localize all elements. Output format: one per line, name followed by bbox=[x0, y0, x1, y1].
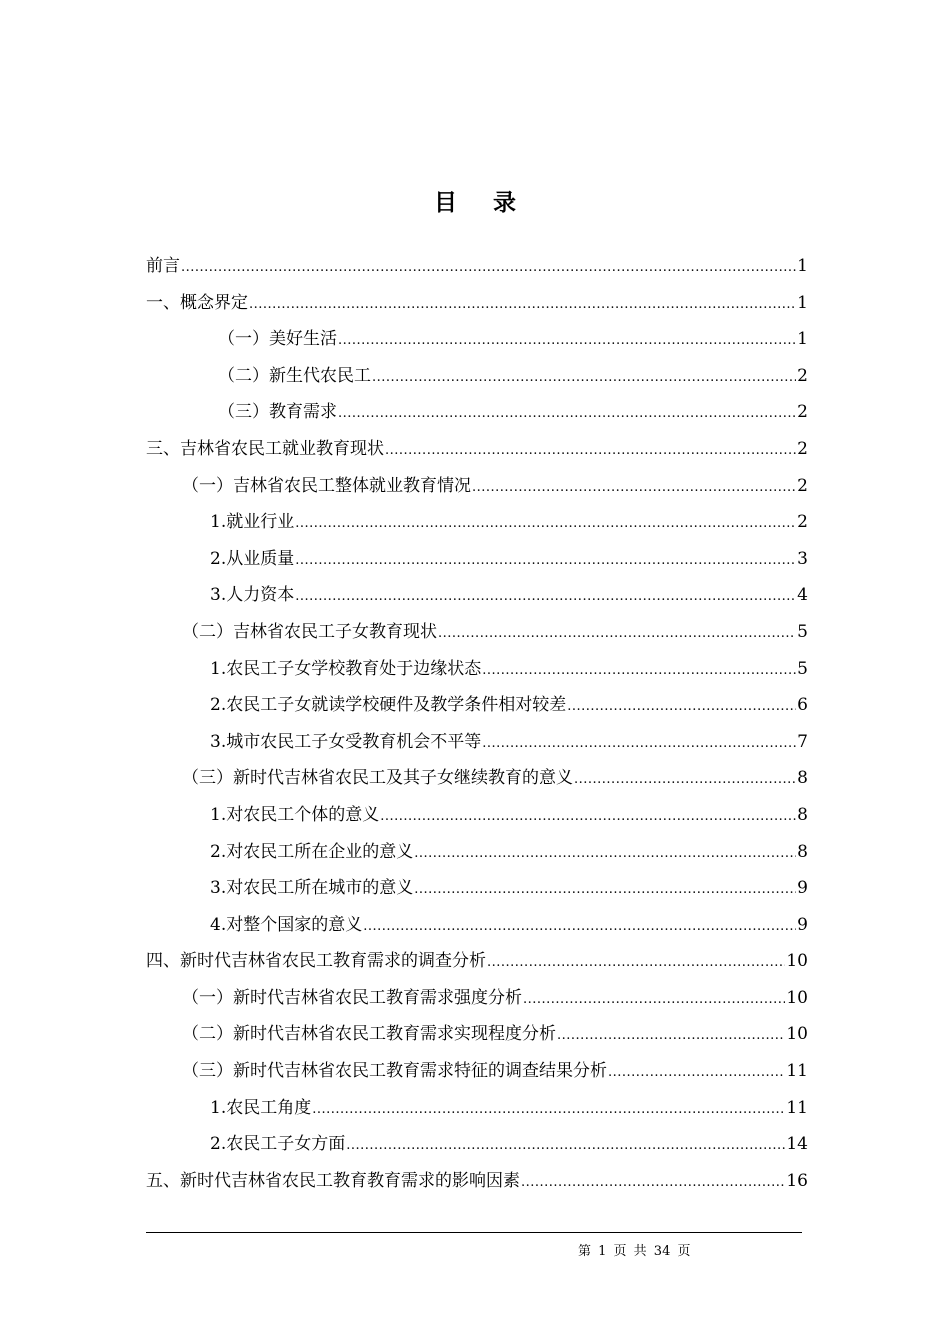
toc-entry[interactable] bbox=[146, 321, 808, 358]
toc-leader-dots bbox=[295, 543, 796, 580]
toc-leader-dots bbox=[312, 1092, 785, 1129]
toc-leader-dots bbox=[372, 360, 796, 397]
toc-entry-title: （一）吉林省农民工整体就业教育情况 bbox=[182, 475, 471, 496]
toc-leader-dots bbox=[249, 287, 796, 324]
toc-entry-title: 2.从业质量 bbox=[210, 548, 295, 569]
toc-entry-title: 五、新时代吉林省农民工教育教育需求的影响因素 bbox=[146, 1170, 520, 1191]
toc-entry-page: 10 bbox=[786, 1024, 808, 1045]
toc-entry-title: （一）美好生活 bbox=[218, 329, 337, 350]
toc-entry-title: 1.农民工子女学校教育处于边缘状态 bbox=[210, 658, 482, 679]
page-footer: 第 1 页 共 34 页 bbox=[578, 1244, 691, 1259]
toc-leader-dots bbox=[363, 909, 796, 946]
toc-entry[interactable] bbox=[146, 907, 808, 944]
toc-leader-dots bbox=[482, 726, 796, 763]
toc-entry-title: （三）新时代吉林省农民工及其子女继续教育的意义 bbox=[182, 768, 573, 789]
toc-entry-page: 2 bbox=[797, 475, 808, 496]
toc-entry[interactable] bbox=[146, 1126, 808, 1163]
toc-entry-page: 7 bbox=[797, 731, 808, 752]
toc-leader-dots bbox=[521, 1165, 785, 1202]
toc-entry-page: 11 bbox=[786, 1061, 808, 1082]
toc-entry-title: 1.就业行业 bbox=[210, 512, 295, 533]
toc-entry[interactable] bbox=[146, 687, 808, 724]
toc-leader-dots bbox=[557, 1018, 785, 1055]
toc-entry[interactable] bbox=[146, 980, 808, 1017]
toc-leader-dots bbox=[414, 872, 796, 909]
toc-entry-page: 2 bbox=[797, 365, 808, 386]
toc-entry-page: 5 bbox=[797, 658, 808, 679]
toc-leader-dots bbox=[338, 396, 796, 433]
toc-leader-dots bbox=[472, 470, 796, 507]
toc-entry-page: 4 bbox=[797, 585, 808, 606]
toc-entry[interactable] bbox=[146, 1016, 808, 1053]
toc-entry-title: 4.对整个国家的意义 bbox=[210, 914, 363, 935]
toc-entry-page: 2 bbox=[797, 438, 808, 459]
toc-leader-dots bbox=[385, 433, 796, 470]
toc-entry-page: 8 bbox=[797, 804, 808, 825]
toc-entry-title: （三）教育需求 bbox=[218, 402, 337, 423]
toc-entry-page: 1 bbox=[797, 329, 808, 350]
toc-entry[interactable] bbox=[146, 431, 808, 468]
toc-entry-title: 2.农民工子女方面 bbox=[210, 1134, 346, 1155]
toc-entry-page: 5 bbox=[797, 621, 808, 642]
toc-leader-dots bbox=[574, 762, 796, 799]
toc-entry-title: （二）新时代吉林省农民工教育需求实现程度分析 bbox=[182, 1024, 556, 1045]
toc-entry-page: 9 bbox=[797, 914, 808, 935]
toc-leader-dots bbox=[487, 945, 785, 982]
toc-entry-title: 3.城市农民工子女受教育机会不平等 bbox=[210, 731, 482, 752]
toc-entry-page: 1 bbox=[797, 256, 808, 276]
toc-entry-page: 8 bbox=[797, 841, 808, 862]
toc-leader-dots bbox=[608, 1055, 785, 1092]
toc-entry[interactable] bbox=[146, 285, 808, 322]
toc-entry-title: （二）新生代农民工 bbox=[218, 365, 371, 386]
toc-leader-dots bbox=[346, 1128, 785, 1165]
toc-leader-dots bbox=[295, 506, 796, 543]
toc-entry[interactable] bbox=[146, 943, 808, 980]
toc-entry[interactable] bbox=[146, 504, 808, 541]
toc-entry[interactable] bbox=[146, 577, 808, 614]
toc-entry-title: 3.人力资本 bbox=[210, 585, 295, 606]
toc-entry-title: 2.农民工子女就读学校硬件及教学条件相对较差 bbox=[210, 695, 567, 716]
toc-entry-title: 1.农民工角度 bbox=[210, 1097, 312, 1118]
toc-entry[interactable] bbox=[146, 651, 808, 688]
toc-entry-title: 3.对农民工所在城市的意义 bbox=[210, 878, 414, 899]
toc-entry-page: 10 bbox=[786, 987, 808, 1008]
toc-entry-title: 1.对农民工个体的意义 bbox=[210, 804, 380, 825]
toc-entry-page: 14 bbox=[786, 1134, 808, 1155]
toc-entry-page: 2 bbox=[797, 402, 808, 423]
toc-entry-page: 10 bbox=[786, 951, 808, 972]
toc-entry[interactable] bbox=[146, 614, 808, 651]
toc-entry[interactable] bbox=[146, 834, 808, 871]
toc-entry-page: 8 bbox=[797, 768, 808, 789]
toc-leader-dots bbox=[523, 982, 785, 1019]
toc-leader-dots bbox=[567, 689, 796, 726]
toc-entry-title: （一）新时代吉林省农民工教育需求强度分析 bbox=[182, 987, 522, 1008]
toc-entry-title: 一、概念界定 bbox=[146, 292, 248, 313]
toc-entry-title: 前言 bbox=[146, 256, 180, 276]
toc-entry[interactable] bbox=[146, 358, 808, 395]
toc-entry-page: 11 bbox=[786, 1097, 808, 1118]
toc-entry-page: 9 bbox=[797, 878, 808, 899]
table-of-contents bbox=[146, 248, 808, 1199]
toc-leader-dots bbox=[181, 250, 796, 287]
toc-entry[interactable] bbox=[146, 1053, 808, 1090]
toc-entry-title: 三、吉林省农民工就业教育现状 bbox=[146, 438, 384, 459]
toc-entry[interactable] bbox=[146, 541, 808, 578]
toc-entry[interactable] bbox=[146, 797, 808, 834]
toc-leader-dots bbox=[414, 836, 796, 873]
toc-entry[interactable] bbox=[146, 1163, 808, 1200]
toc-entry-page: 2 bbox=[797, 512, 808, 533]
footer-divider bbox=[146, 1232, 802, 1233]
toc-entry-page: 3 bbox=[797, 548, 808, 569]
toc-entry-page: 1 bbox=[797, 292, 808, 313]
toc-entry[interactable] bbox=[146, 248, 808, 285]
toc-leader-dots bbox=[438, 616, 796, 653]
toc-entry[interactable] bbox=[146, 1090, 808, 1127]
toc-entry-title: （二）吉林省农民工子女教育现状 bbox=[182, 621, 437, 642]
toc-entry[interactable] bbox=[146, 724, 808, 761]
toc-leader-dots bbox=[295, 579, 796, 616]
toc-entry-page: 16 bbox=[786, 1170, 808, 1191]
toc-entry[interactable] bbox=[146, 394, 808, 431]
toc-entry-title: 2.对农民工所在企业的意义 bbox=[210, 841, 414, 862]
toc-entry[interactable] bbox=[146, 468, 808, 505]
toc-entry-title: （三）新时代吉林省农民工教育需求特征的调查结果分析 bbox=[182, 1061, 607, 1082]
toc-leader-dots bbox=[482, 653, 796, 690]
toc-entry[interactable] bbox=[146, 870, 808, 907]
page-title: 目 录 bbox=[433, 189, 530, 216]
toc-leader-dots bbox=[380, 799, 796, 836]
toc-leader-dots bbox=[338, 323, 796, 360]
toc-entry-title: 四、新时代吉林省农民工教育需求的调查分析 bbox=[146, 951, 486, 972]
toc-entry-page: 6 bbox=[797, 695, 808, 716]
toc-entry[interactable] bbox=[146, 760, 808, 797]
